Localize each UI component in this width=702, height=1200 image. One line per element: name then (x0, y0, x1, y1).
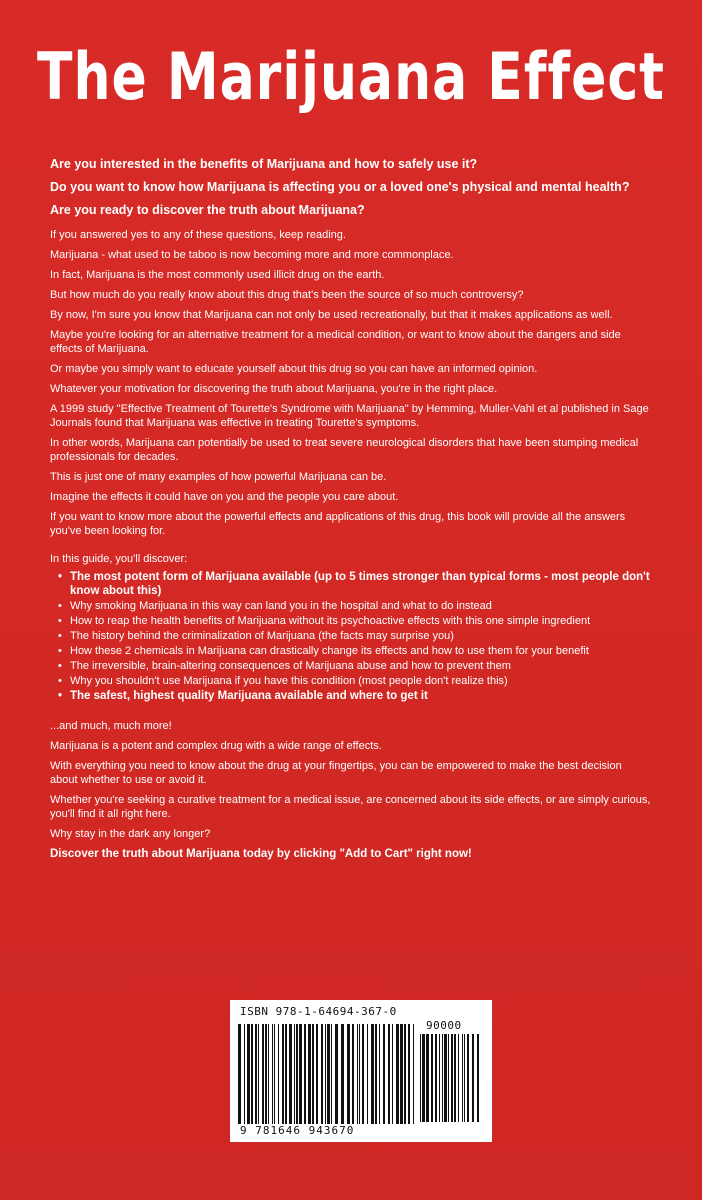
paragraph: Maybe you're looking for an alternative treatment for a medical condition, or want to know about the dangers and side effects of Marijuana. (50, 329, 621, 355)
bullet-item: • The safest, highest quality Marijuana available and where to get it (70, 689, 652, 703)
barcode-stripe (439, 1034, 440, 1122)
barcode-stripe (325, 1024, 326, 1124)
barcode-stripe (244, 1024, 245, 1124)
barcode-stripe (458, 1034, 459, 1122)
price-code: 90000 (426, 1019, 462, 1032)
bullet-item: • The history behind the criminalization of Marijuana (the facts may surprise you) (70, 629, 652, 643)
barcode-stripe (285, 1024, 287, 1124)
barcode-stripe (462, 1034, 463, 1122)
barcode-stripe (296, 1024, 298, 1124)
barcode-stripe (408, 1024, 410, 1124)
barcode-stripe (312, 1024, 314, 1124)
barcode-stripe (304, 1024, 306, 1124)
bullet-intro: In this guide, you'll discover: (50, 553, 188, 565)
paragraph: In other words, Marijuana can potentially be used to treat severe neurological disorders that have been stumping medical professionals for decades. (50, 437, 639, 463)
closing-line: Marijuana is a potent and complex drug with a wide range of effects. (50, 740, 382, 752)
paragraph: Or maybe you simply want to educate yourself about this drug so you can have an informed opinion. (50, 363, 538, 375)
bullet-item: • How to reap the health benefits of Marijuana without its psychoactive effects with this one simple ingredient (70, 614, 652, 628)
barcode-stripe (335, 1024, 338, 1124)
closing-line: ...and much, much more! (50, 720, 172, 732)
barcode-stripe (448, 1034, 449, 1122)
barcode-stripe (413, 1024, 414, 1124)
barcode-stripe (400, 1024, 403, 1124)
barcode-stripe (352, 1024, 354, 1124)
paragraph: Imagine the effects it could have on you and the people you care about. (50, 491, 399, 503)
barcode-stripe (347, 1024, 350, 1124)
bullet-item: • The most potent form of Marijuana available (up to 5 times stronger than typical forms - most people don't know about this) (70, 570, 652, 598)
barcode-stripe (444, 1034, 447, 1122)
barcode-stripe (426, 1034, 429, 1122)
barcode-stripe (268, 1024, 269, 1124)
barcode-stripe (258, 1024, 259, 1124)
call-to-action: Discover the truth about Marijuana today by clicking "Add to Cart" right now! (50, 848, 472, 860)
barcode-stripe (422, 1034, 425, 1122)
barcode-stripe (467, 1034, 469, 1122)
barcode-stripe (262, 1024, 264, 1124)
barcode-stripe (404, 1024, 406, 1124)
price-barcode (420, 1034, 482, 1122)
paragraph: If you want to know more about the powerful effects and applications of this drug, this book will provide all the answers you've been looking for. (50, 511, 626, 537)
closing-line: With everything you need to know about the drug at your fingertips, you can be empowered to make the best decision about whether to use or avoid it. (50, 760, 622, 786)
question: Do you want to know how Marijuana is affecting you or a loved one's physical and mental health? (50, 180, 630, 194)
barcode-stripe (362, 1024, 364, 1124)
bullet-item: • Why you shouldn't use Marijuana if you have this condition (most people don't realize this) (70, 674, 652, 688)
barcode-stripe (379, 1024, 380, 1124)
barcode-stripe (331, 1024, 332, 1124)
barcode-stripe (435, 1034, 437, 1122)
paragraph: But how much do you really know about this drug that's been the source of so much controversy? (50, 289, 524, 301)
barcode-stripe (451, 1034, 453, 1122)
paragraph: If you answered yes to any of these questions, keep reading. (50, 229, 346, 241)
paragraph: In fact, Marijuana is the most commonly used illicit drug on the earth. (50, 269, 385, 281)
closing-line: Why stay in the dark any longer? (50, 828, 211, 840)
barcode-stripe (282, 1024, 284, 1124)
barcode-stripe (442, 1034, 443, 1122)
barcode-stripe (265, 1024, 267, 1124)
barcode-stripe (472, 1034, 474, 1122)
barcode-stripe (431, 1034, 433, 1122)
barcode-stripe (294, 1024, 295, 1124)
barcode-stripe (396, 1024, 399, 1124)
closing-line: Whether you're seeking a curative treatment for a medical issue, are concerned about its side effects, or are simply curious, you'll find it all right here. (50, 794, 651, 820)
barcode-stripe (299, 1024, 302, 1124)
barcode-stripe (388, 1024, 390, 1124)
barcode-stripe (341, 1024, 344, 1124)
paragraph: Marijuana - what used to be taboo is now becoming more and more commonplace. (50, 249, 454, 261)
barcode-stripe (371, 1024, 374, 1124)
paragraph: A 1999 study "Effective Treatment of Tourette's Syndrome with Marijuana" by Hemming, Muller-Vahl et al published in Sage Journals found that Marijuana was effective in treating Tourette's symptoms. (50, 403, 649, 429)
barcode-stripe (357, 1024, 358, 1124)
barcode-stripe (278, 1024, 279, 1124)
paragraph: By now, I'm sure you know that Marijuana can not only be used recreationally, but that it makes applications as well. (50, 309, 613, 321)
book-title: The Marijuana Effect (36, 40, 666, 115)
blurb (50, 156, 652, 861)
isbn-barcode (238, 1024, 418, 1124)
question: Are you interested in the benefits of Marijuana and how to safely use it? (50, 157, 478, 171)
barcode-label (230, 1000, 492, 1142)
barcode-stripe (272, 1024, 273, 1124)
question: Are you ready to discover the truth about Marijuana? (50, 203, 365, 217)
barcode-stripe (247, 1024, 250, 1124)
bullet-item: • The irreversible, brain-altering consequences of Marijuana abuse and how to prevent them (70, 659, 652, 673)
bullet-item: • How these 2 chemicals in Marijuana can drastically change its effects and how to use them for your benefit (70, 644, 652, 658)
barcode-stripe (383, 1024, 385, 1124)
barcode-digits: 9 781646 943670 (240, 1124, 355, 1137)
barcode-stripe (321, 1024, 323, 1124)
barcode-stripe (251, 1024, 253, 1124)
barcode-stripe (316, 1024, 318, 1124)
barcode-stripe (454, 1034, 456, 1122)
paragraph: This is just one of many examples of how powerful Marijuana can be. (50, 471, 387, 483)
barcode-stripe (375, 1024, 377, 1124)
barcode-stripe (392, 1024, 393, 1124)
bullet-list (50, 570, 652, 703)
barcode-stripe (420, 1034, 421, 1122)
barcode-stripe (359, 1024, 360, 1124)
barcode-stripe (477, 1034, 479, 1122)
bullet-item: • Why smoking Marijuana in this way can land you in the hospital and what to do instead (70, 599, 652, 613)
barcode-stripe (274, 1024, 275, 1124)
paragraph: Whatever your motivation for discovering the truth about Marijuana, you're in the right place. (50, 383, 498, 395)
barcode-stripe (464, 1034, 465, 1122)
barcode-stripe (367, 1024, 368, 1124)
barcode-stripe (238, 1024, 241, 1124)
barcode-stripe (308, 1024, 311, 1124)
barcode-stripe (255, 1024, 257, 1124)
isbn-number: ISBN 978-1-64694-367-0 (240, 1005, 397, 1018)
barcode-stripe (327, 1024, 330, 1124)
barcode-stripe (289, 1024, 292, 1124)
